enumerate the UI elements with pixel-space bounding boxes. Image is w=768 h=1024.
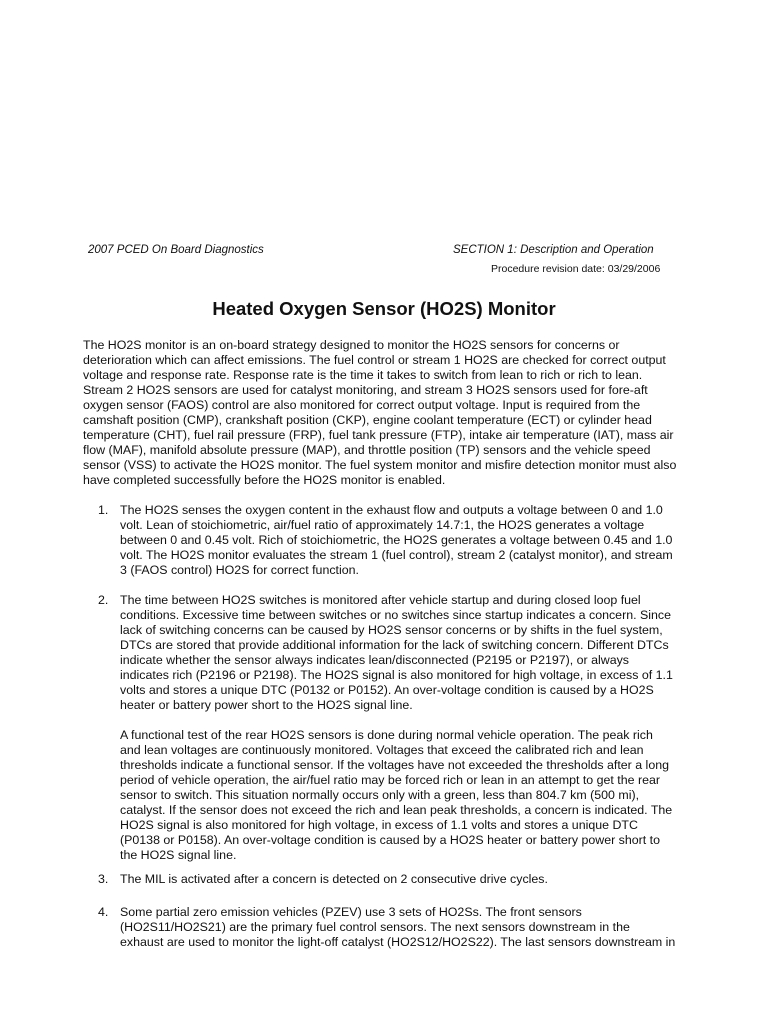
list-item-line: volt. The HO2S monitor evaluates the stream 1 (fuel control), stream 2 (catalyst monitor), and stream (120, 548, 673, 562)
list-item-line: thresholds indicate a functional sensor. If the voltages have not exceeded the thresholds after a long (120, 758, 669, 772)
list-item-number: 2. (98, 593, 109, 607)
list-item-number: 1. (98, 503, 109, 517)
list-item-line: (HO2S11/HO2S21) are the primary fuel control sensors. The next sensors downstream in the (120, 920, 630, 934)
intro-line: sensor (VSS) to activate the HO2S monitor. The fuel system monitor and misfire detection monitor must also (83, 458, 677, 472)
list-item-line: between 0 and 0.45 volt. Rich of stoichiometric, the HO2S generates a voltage between 0.45 and 1.0 (120, 533, 673, 547)
list-item-line: The time between HO2S switches is monitored after vehicle startup and during closed loop fuel (120, 593, 641, 607)
intro-line: camshaft position (CMP), crankshaft position (CKP), engine coolant temperature (ECT) or cylinder head (83, 413, 652, 427)
list-item-line: heater or battery power short to the HO2S signal line. (120, 698, 413, 712)
intro-paragraph (83, 338, 693, 488)
list-item-body (120, 905, 700, 950)
header-manual-title: 2007 PCED On Board Diagnostics (88, 244, 264, 256)
list-item-line: The HO2S senses the oxygen content in the exhaust flow and outputs a voltage between 0 and 1.0 (120, 503, 663, 517)
intro-line: voltage and response rate. Response rate is the time it takes to switch from lean to rich or rich to lean. (83, 368, 643, 382)
intro-line: have completed successfully before the HO2S monitor is enabled. (83, 473, 446, 487)
list-item-line: the HO2S signal line. (120, 848, 237, 862)
intro-line: flow (MAF), manifold absolute pressure (MAP), and throttle position (TP) sensors and the vehicle speed (83, 443, 651, 457)
list-item-line: lack of switching concerns can be caused by HO2S sensor concerns or by shifts in the fuel system, (120, 623, 663, 637)
list-item-line: volt. Lean of stoichiometric, air/fuel ratio of approximately 14.7:1, the HO2S generates a voltage (120, 518, 645, 532)
list-item-body (120, 593, 700, 863)
list-item-line: conditions. Excessive time between switches or no switches since startup indicates a concern. Since (120, 608, 671, 622)
list-item-line: exhaust are used to monitor the light-off catalyst (HO2S12/HO2S22). The last sensors downstream in (120, 935, 676, 949)
intro-line: The HO2S monitor is an on-board strategy designed to monitor the HO2S sensors for concerns or (83, 338, 620, 352)
list-item-line: and lean voltages are continuously monitored. Voltages that exceed the calibrated rich and lean (120, 743, 644, 757)
list-item-second-paragraph (120, 728, 700, 863)
list-item-body (120, 872, 700, 887)
list-item-line: The MIL is activated after a concern is detected on 2 consecutive drive cycles. (120, 872, 548, 886)
list-item-body (120, 503, 700, 578)
intro-line: temperature (CHT), fuel rail pressure (FRP), fuel tank pressure (FTP), intake air temperature (IAT), mass air (83, 428, 674, 442)
intro-line: Stream 2 HO2S sensors are used for catalyst monitoring, and stream 3 HO2S sensors used for fore-aft (83, 383, 648, 397)
list-item-line: volts and stores a unique DTC (P0132 or P0152). An over-voltage condition is caused by a HO2S (120, 683, 654, 697)
list-item-number: 3. (98, 872, 109, 886)
header-section: SECTION 1: Description and Operation (453, 244, 654, 256)
intro-line: deterioration which can affect emissions. The fuel control or stream 1 HO2S are checked for correct output (83, 353, 666, 367)
list-item-line: period of vehicle operation, the air/fuel ratio may be forced rich or lean in an attempt to get the rear (120, 773, 660, 787)
list-item-line: catalyst. If the sensor does not exceed the rich and lean peak thresholds, a concern is indicated. The (120, 803, 673, 817)
list-item-number: 4. (98, 905, 109, 919)
list-item-line: indicates rich (P2196 or P2198). The HO2S signal is also monitored for high voltage, in excess of 1.1 (120, 668, 673, 682)
list-item-line: sensor to switch. This situation normally occurs only with a green, less than 804.7 km (500 mi), (120, 788, 640, 802)
revision-date: Procedure revision date: 03/29/2006 (491, 263, 661, 275)
list-item-line: Some partial zero emission vehicles (PZEV) use 3 sets of HO2Ss. The front sensors (120, 905, 582, 919)
page-title: Heated Oxygen Sensor (HO2S) Monitor (212, 298, 556, 319)
list-item-line: A functional test of the rear HO2S sensors is done during normal vehicle operation. The peak rich (120, 728, 653, 742)
list-item-line: DTCs are stored that provide additional information for the lack of switching concern. Different DTCs (120, 638, 669, 652)
list-item-line: (P0138 or P0158). An over-voltage condition is caused by a HO2S heater or battery power short to (120, 833, 660, 847)
list-item-line: HO2S signal is also monitored for high voltage, in excess of 1.1 volts and stores a unique DTC (120, 818, 638, 832)
list-item-line: indicate whether the sensor always indicates lean/disconnected (P2195 or P2197), or always (120, 653, 629, 667)
list-item-line: 3 (FAOS control) HO2S for correct function. (120, 563, 359, 577)
intro-line: oxygen sensor (FAOS) control are also monitored for correct output voltage. Input is required from the (83, 398, 641, 412)
